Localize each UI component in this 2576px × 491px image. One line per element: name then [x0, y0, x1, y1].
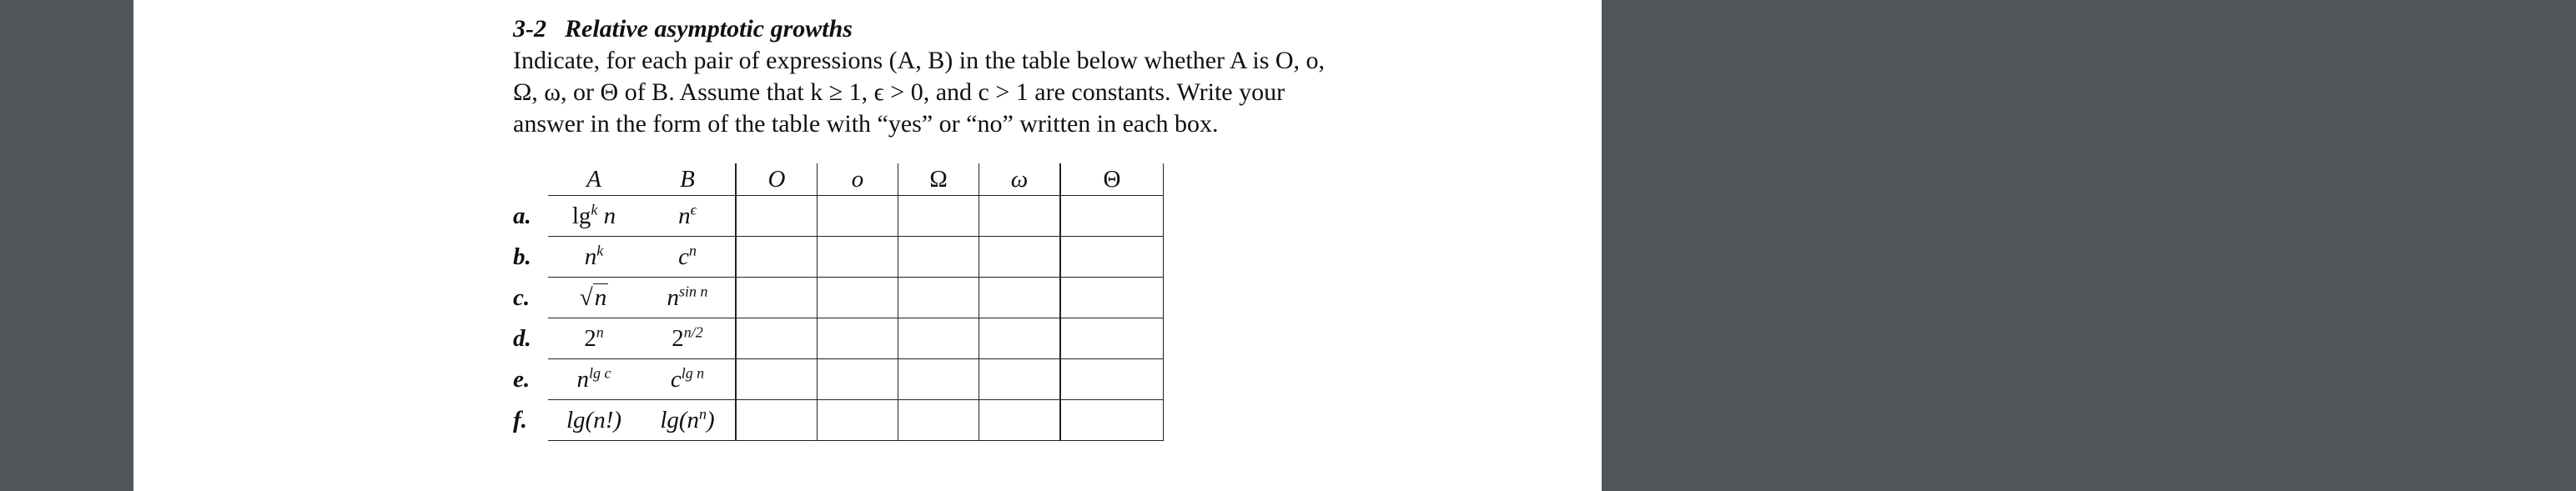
- answer-box[interactable]: [818, 237, 898, 278]
- answer-box[interactable]: [1060, 400, 1164, 441]
- answer-box[interactable]: [818, 196, 898, 237]
- answer-box[interactable]: [898, 359, 979, 400]
- header-little-omega: ω: [979, 163, 1061, 196]
- answer-box[interactable]: [1060, 196, 1164, 237]
- row-label: f.: [513, 406, 527, 433]
- table-row: [513, 196, 1164, 237]
- answer-box[interactable]: [736, 278, 818, 318]
- answer-box[interactable]: [1060, 237, 1164, 278]
- row-label: e.: [513, 365, 531, 393]
- row-label: b.: [513, 243, 531, 270]
- answer-box[interactable]: [736, 318, 818, 359]
- expr-b: $c^{lg n}$: [640, 359, 736, 400]
- statement-line: answer in the form of the table with “yes” or “no” written in each box.: [513, 110, 1219, 138]
- answer-box[interactable]: [736, 359, 818, 400]
- header-little-o: o: [818, 163, 898, 196]
- answer-box[interactable]: [736, 400, 818, 441]
- answer-box[interactable]: [979, 237, 1061, 278]
- header-theta: Θ: [1060, 163, 1164, 196]
- answer-box[interactable]: [736, 196, 818, 237]
- answer-box[interactable]: [818, 278, 898, 318]
- answer-box[interactable]: [979, 196, 1061, 237]
- table-row: [513, 359, 1164, 400]
- table-row: [513, 318, 1164, 359]
- answer-box[interactable]: [898, 318, 979, 359]
- header-a: A: [586, 165, 601, 193]
- growth-table: [513, 163, 1164, 441]
- row-label: c.: [513, 283, 531, 311]
- expr-b: $n^\epsilon$: [640, 196, 736, 237]
- expr-b: $c^n$: [640, 237, 736, 278]
- row-label: d.: [513, 324, 531, 352]
- answer-box[interactable]: [818, 318, 898, 359]
- header-b: B: [640, 163, 736, 196]
- answer-box[interactable]: [818, 359, 898, 400]
- header-big-o: O: [736, 163, 818, 196]
- table-row: [513, 237, 1164, 278]
- expr-b: $2^{n/2}$: [640, 318, 736, 359]
- expr-a: 2$^n$: [548, 318, 640, 359]
- expr-b: $n^{sin n}$: [640, 278, 736, 318]
- answer-box[interactable]: [979, 359, 1061, 400]
- row-label: a.: [513, 202, 531, 229]
- expr-a: $\lg^k n$: [548, 196, 640, 237]
- document-page: [133, 0, 1602, 491]
- table-row: [513, 400, 1164, 441]
- problem-text: [513, 13, 1597, 140]
- expr-a: $n^k$: [548, 237, 640, 278]
- answer-box[interactable]: [736, 237, 818, 278]
- table-row: [513, 278, 1164, 318]
- answer-box[interactable]: [1060, 278, 1164, 318]
- answer-box[interactable]: [979, 318, 1061, 359]
- answer-box[interactable]: [898, 278, 979, 318]
- statement-line: Indicate, for each pair of expressions (A, B) in the table below whether A is O, o,: [513, 47, 1326, 74]
- problem-number: 3-2: [513, 15, 546, 43]
- answer-box[interactable]: [979, 278, 1061, 318]
- problem-heading: [513, 13, 1597, 45]
- problem-statement: [513, 45, 1597, 140]
- header-omega: Ω: [898, 163, 979, 196]
- table-header-row: [513, 163, 1164, 196]
- answer-box[interactable]: [898, 196, 979, 237]
- answer-box[interactable]: [1060, 359, 1164, 400]
- expr-a: $n^{lg c}$: [548, 359, 640, 400]
- header-spacer: [513, 163, 548, 196]
- expr-b: $\lg(n^n)$: [640, 400, 736, 441]
- answer-box[interactable]: [979, 400, 1061, 441]
- answer-box[interactable]: [818, 400, 898, 441]
- problem-title: Relative asymptotic growths: [565, 15, 853, 43]
- answer-box[interactable]: [1060, 318, 1164, 359]
- statement-line: Ω, ω, or Θ of B. Assume that k ≥ 1, ϵ > 0, and c > 1 are constants. Write your: [513, 78, 1285, 106]
- expr-a: √n: [548, 278, 640, 318]
- answer-box[interactable]: [898, 237, 979, 278]
- answer-box[interactable]: [898, 400, 979, 441]
- expr-a: lg(n!): [548, 400, 640, 441]
